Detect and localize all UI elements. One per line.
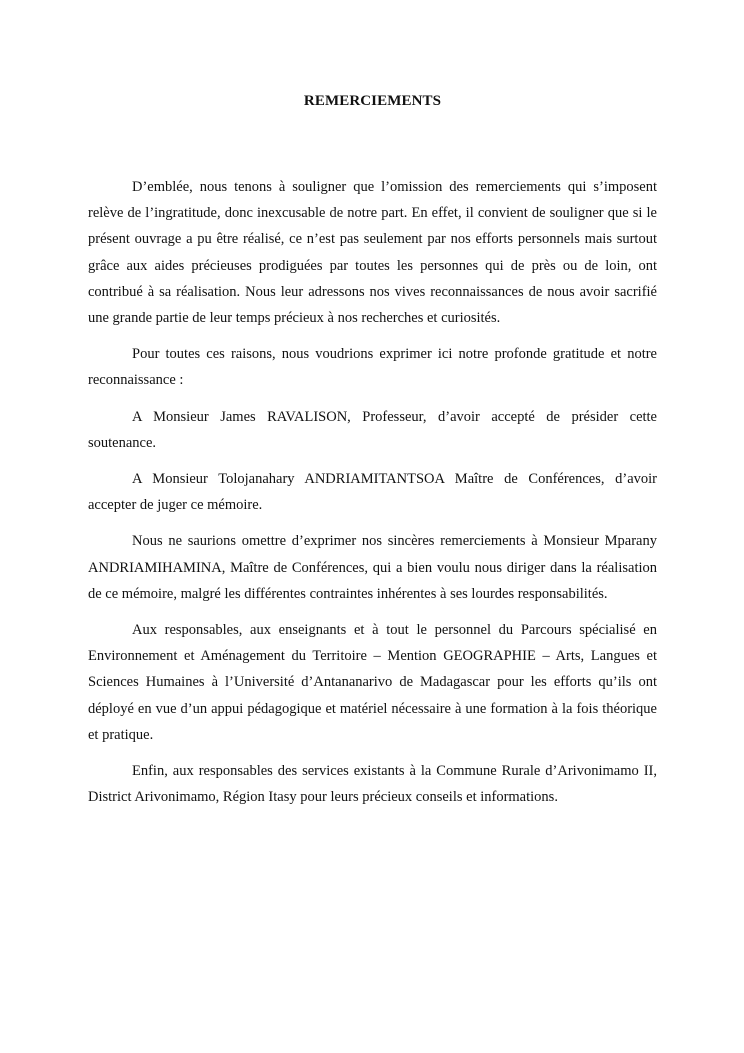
paragraph-president: A Monsieur James RAVALISON, Professeur, d’avoir accepté de présider cette soutenance. bbox=[88, 408, 657, 451]
paragraph-gratitude: Pour toutes ces raisons, nous voudrions exprimer ici notre profonde gratitude et notre reconnaissance : bbox=[88, 346, 657, 389]
paragraph-examiner: A Monsieur Tolojanahary ANDRIAMITANTSOA Maître de Conférences, d’avoir accepter de juger ce mémoire. bbox=[88, 471, 657, 514]
paragraph-intro: D’emblée, nous tenons à souligner que l’omission des remerciements qui s’imposent relève de l’ingratitude, donc inexcusable de notre part. En effet, il convient de souligner que si le présent ouvrage a pu être réalisé, ce n’est pas seulement par nos efforts personnels mais surtout grâce aux aides précieuses prodiguées par toutes les personnes qui de près ou de loin, ont contribué à sa réalisation. Nous leur adressons nos vives reconnaissances de nous avoir sacrifié une grande partie de leur temps précieux à nos recherches et curiosités. bbox=[88, 179, 657, 327]
paragraph-supervisor: Nous ne saurions omettre d’exprimer nos sincères remerciements à Monsieur Mparany ANDRIAMIHAMINA, Maître de Conférences, qui a bien voulu nous diriger dans la réalisation de ce mémoire, malgré les différentes contraintes inhérentes à ses lourdes responsabilités. bbox=[88, 533, 657, 602]
paragraph-commune: Enfin, aux responsables des services existants à la Commune Rurale d’Arivonimamo II, District Arivonimamo, Région Itasy pour leurs précieux conseils et informations. bbox=[88, 763, 657, 806]
acknowledgements-body bbox=[88, 174, 657, 810]
page-title: REMERCIEMENTS bbox=[303, 93, 442, 109]
paragraph-university: Aux responsables, aux enseignants et à tout le personnel du Parcours spécialisé en Environnement et Aménagement du Territoire – Mention GEOGRAPHIE – Arts, Langues et Sciences Humaines à l’Université d’Antananarivo de Madagascar pour les efforts qu’ils ont déployé en vue d’un appui pédagogique et matériel nécessaire à une formation à la fois théorique et pratique. bbox=[88, 622, 657, 743]
